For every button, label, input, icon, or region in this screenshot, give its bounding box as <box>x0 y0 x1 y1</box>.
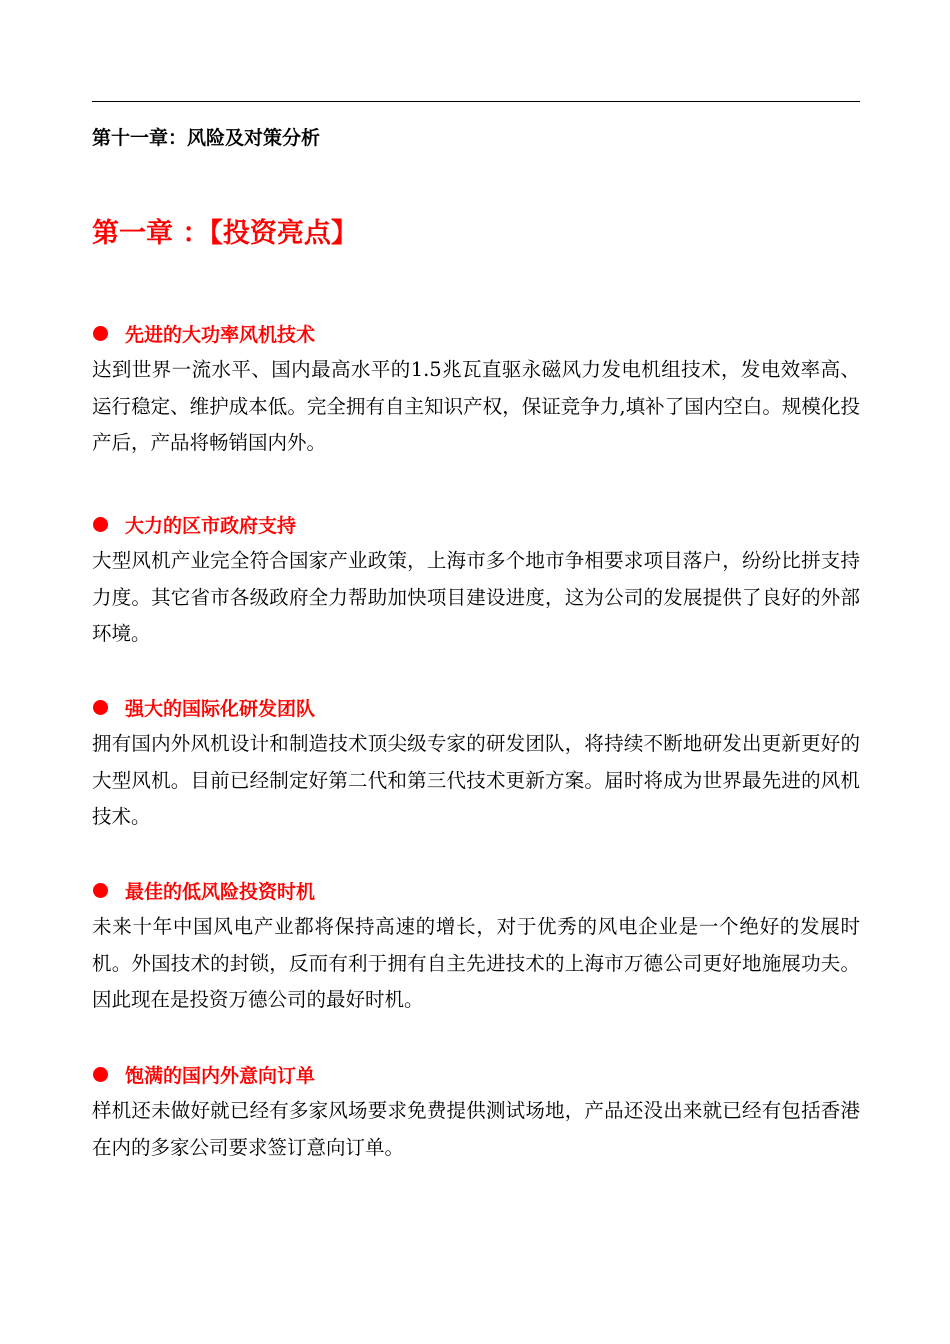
bullet-icon <box>93 700 108 715</box>
section-body: 样机还未做好就已经有多家风场要求免费提供测试场地，产品还没出来就已经有包括香港在内的多家公司要求签订意向订单。 <box>92 1099 860 1159</box>
bullet-icon <box>93 883 108 898</box>
header-rule <box>92 101 860 102</box>
section-heading <box>92 1059 860 1089</box>
section-body: 大型风机产业完全符合国家产业政策，上海市多个地市争相要求项目落户，纷纷比拼支持力度。其它省市各级政府全力帮助加快项目建设进度，这为公司的发展提供了良好的外部环境。 <box>92 549 860 645</box>
section-intent-orders <box>92 1059 860 1166</box>
section-advanced-technology <box>92 318 860 462</box>
section-research-team <box>92 692 860 836</box>
section-body: 未来十年中国风电产业都将保持高速的增长，对于优秀的风电企业是一个绝好的发展时机。外国技术的封锁，反而有利于拥有自主先进技术的上海市万德公司更好地施展功夫。因此现在是投资万德公司的最好时机。 <box>92 915 860 1011</box>
section-heading <box>92 875 860 905</box>
bullet-icon <box>93 517 108 532</box>
bullet-icon <box>93 326 108 341</box>
toc-entry: 第十一章：风险及对策分析 <box>92 127 321 149</box>
section-heading <box>92 509 860 539</box>
section-government-support <box>92 509 860 653</box>
section-heading-text: 最佳的低风险投资时机 <box>125 880 316 903</box>
bullet-icon <box>93 1067 108 1082</box>
section-body: 拥有国内外风机设计和制造技术顶尖级专家的研发团队，将持续不断地研发出更新更好的大型风机。目前已经制定好第二代和第三代技术更新方案。届时将成为世界最先进的风机技术。 <box>92 732 860 828</box>
section-heading-text: 饱满的国内外意向订单 <box>125 1064 316 1087</box>
section-heading-text: 大力的区市政府支持 <box>125 514 297 537</box>
section-heading <box>92 692 860 722</box>
document-page <box>92 0 860 1344</box>
section-heading-text: 先进的大功率风机技术 <box>125 323 316 346</box>
section-heading-text: 强大的国际化研发团队 <box>125 697 316 720</box>
section-heading <box>92 318 860 348</box>
section-investment-timing <box>92 875 860 1019</box>
section-body: 达到世界一流水平、国内最高水平的1.5兆瓦直驱永磁风力发电机组技术，发电效率高、运行稳定、维护成本低。完全拥有自主知识产权，保证竞争力,填补了国内空白。规模化投产后，产品将畅销国内外。 <box>92 358 860 454</box>
chapter-title: 第一章 ：【投资亮点】 <box>92 218 358 249</box>
